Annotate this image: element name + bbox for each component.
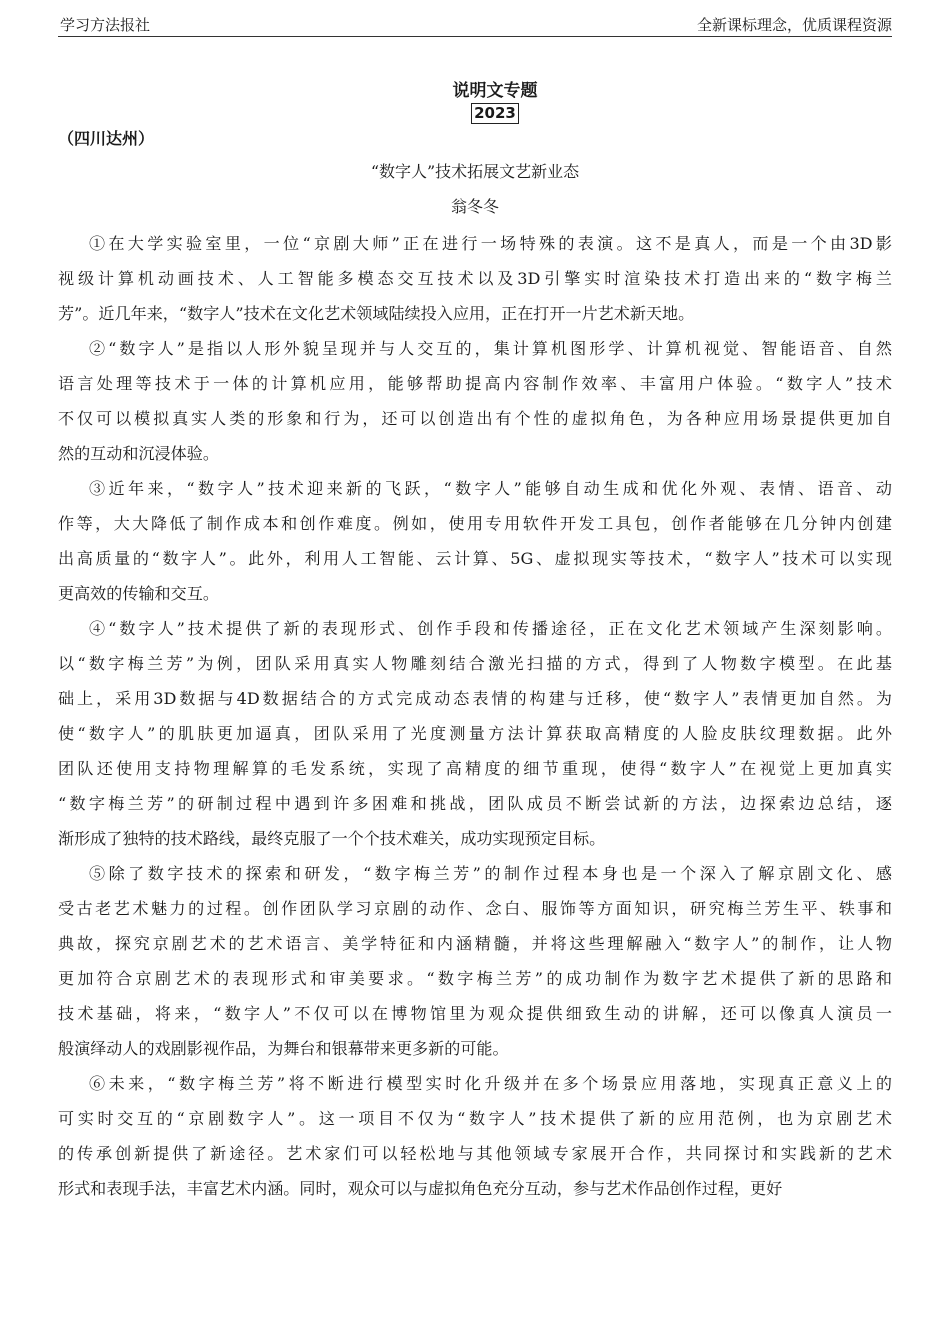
paragraph-line: 典故，探究京剧艺术的艺术语言、美学特征和内涵精髓，并将这些理解融入“数字人”的制作，让人物 [58,934,892,953]
year-wrapper [0,103,950,124]
paragraph-line: 受古老艺术魅力的过程。创作团队学习京剧的动作、念白、服饰等方面知识，研究梅兰芳生平、轶事和 [58,899,892,918]
paragraph-6 [58,1066,892,1206]
paragraph-line: 的传承创新提供了新途径。艺术家们可以轻松地与其他领域专家展开合作，共同探讨和实践新的艺术 [58,1144,892,1163]
paragraph-line: ③近年来，“数字人”技术迎来新的飞跃，“数字人”能够自动生成和优化外观、表情、语音、动 [89,479,892,498]
paragraph-4 [58,611,892,856]
paragraph-line: 渐形成了独特的技术路线，最终克服了一个个技术难关，成功实现预定目标。 [58,829,606,848]
paragraph-line: 芳”。近几年来，“数字人”技术在文化艺术领域陆续投入应用，正在打开一片艺术新天地。 [58,304,695,323]
paragraph-line: 出高质量的“数字人”。此外，利用人工智能、云计算、5G、虚拟现实等技术，“数字人”技术可以实现 [58,549,892,568]
article-body [58,226,892,1206]
paragraph-line: ①在大学实验室里，一位“京剧大师”正在进行一场特殊的表演。这不是真人，而是一个由3D影 [89,234,892,253]
paragraph-line: 更加符合京剧艺术的表现形式和审美要求。“数字梅兰芳”的成功制作为数字艺术提供了新的思路和 [58,969,892,988]
paragraph-3 [58,471,892,611]
paragraph-line: 团队还使用支持物理解算的毛发系统，实现了高精度的细节重现，使得“数字人”在视觉上更加真实 [58,759,892,778]
paragraph-line: 视级计算机动画技术、人工智能多模态交互技术以及3D引擎实时渲染技术打造出来的“数字梅兰 [58,269,892,288]
year-label: 2023 [471,103,519,124]
paragraph-line: 更高效的传输和交互。 [58,584,219,603]
paragraph-line: 不仅可以模拟真实人类的形象和行为，还可以创造出有个性的虚拟角色，为各种应用场景提供更加自 [58,409,892,428]
paragraph-line: 使“数字人”的肌肤更加逼真，团队采用了光度测量方法计算获取高精度的人脸皮肤纹理数据。此外 [58,724,892,743]
document-title: 说明文专题 [452,81,538,101]
header-publisher: 学习方法报社 [60,16,151,34]
paragraph-line: 般演绎动人的戏剧影视作品，为舞台和银幕带来更多新的可能。 [58,1039,509,1058]
page-header [58,14,892,37]
paragraph-5 [58,856,892,1066]
paragraph-line: 作等，大大降低了制作成本和创作难度。例如，使用专用软件开发工具包，创作者能够在几分钟内创建 [58,514,892,533]
paragraph-line: 以“数字梅兰芳”为例，团队采用真实人物雕刻结合激光扫描的方式，得到了人物数字模型。在此基 [58,654,892,673]
paragraph-line: 可实时交互的“京剧数字人”。这一项目不仅为“数字人”技术提供了新的应用范例，也为京剧艺术 [58,1109,892,1128]
paragraph-line: 形式和表现手法，丰富艺术内涵。同时，观众可以与虚拟角色充分互动，参与艺术作品创作过程，更好 [58,1179,783,1198]
paragraph-line: 语言处理等技术于一体的计算机应用，能够帮助提高内容制作效率、丰富用户体验。“数字人”技术 [58,374,892,393]
paragraph-2 [58,331,892,471]
paragraph-line: 础上，采用3D数据与4D数据结合的方式完成动态表情的构建与迁移，使“数字人”表情更加自然。为 [58,689,892,708]
paragraph-line: ④“数字人”技术提供了新的表现形式、创作手段和传播途径，正在文化艺术领域产生深刻影响。 [89,619,892,638]
paragraph-line: 然的互动和沉浸体验。 [58,444,219,463]
paragraph-line: ⑥未来，“数字梅兰芳”将不断进行模型实时化升级并在多个场景应用落地，实现真正意义上的 [89,1074,892,1093]
paragraph-line: “数字梅兰芳”的研制过程中遇到许多困难和挑战，团队成员不断尝试新的方法，边探索边总结，逐 [58,794,892,813]
paragraph-line: ⑤除了数字技术的探索和研发，“数字梅兰芳”的制作过程本身也是一个深入了解京剧文化、感 [89,864,892,883]
paragraph-line: ②“数字人”是指以人形外貌呈现并与人交互的，集计算机图形学、计算机视觉、智能语音、自然 [89,339,892,358]
region-label: （四川达州） [58,129,155,148]
header-slogan: 全新课标理念，优质课程资源 [696,16,892,34]
paragraph-1 [58,226,892,331]
paragraph-line: 技术基础，将来，“数字人”不仅可以在博物馆里为观众提供细致生动的讲解，还可以像真人演员一 [58,1004,892,1023]
article-author: 翁冬冬 [450,197,499,216]
article-title: “数字人”技术拓展文艺新业态 [370,162,580,181]
